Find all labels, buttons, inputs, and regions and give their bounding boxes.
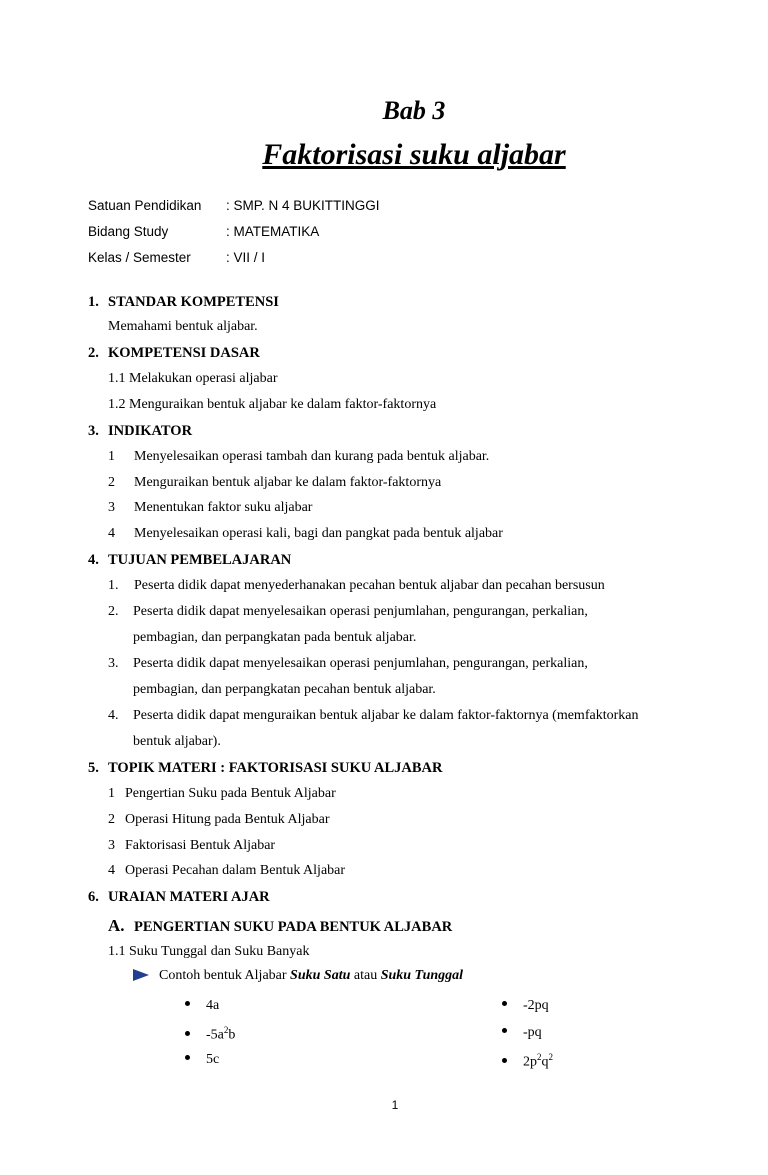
subsection-heading [108, 916, 452, 936]
section-title: TOPIK MATERI : FAKTORISASI SUKU ALJABAR [108, 760, 443, 776]
section-number: 2. [88, 345, 99, 361]
section-title: INDIKATOR [108, 423, 193, 439]
term-item: $-5a^2b$ [185, 1025, 235, 1044]
info-row [88, 224, 319, 239]
term-item: -2pq [502, 998, 549, 1014]
subject-title: Faktorisasi suku aljabar [262, 138, 566, 171]
section-text: Memahami bentuk aljabar. [108, 319, 258, 334]
section-number: 6. [88, 889, 99, 905]
term-item: 5c [185, 1052, 219, 1068]
info-key: Satuan Pendidikan [88, 198, 202, 213]
list-item-continuation: bentuk aljabar). [133, 734, 221, 749]
subsection-letter: A. [108, 916, 125, 935]
section-number: 1. [88, 294, 99, 310]
bullet-icon [185, 1055, 190, 1060]
list-item: 4. Peserta didik dapat menguraikan bentuk aljabar ke dalam faktor-faktornya (memfaktorkan [108, 708, 639, 723]
list-item-continuation: pembagian, dan perpangkatan pada bentuk aljabar. [133, 630, 417, 645]
section-heading-2 [88, 345, 260, 362]
subsection-title: PENGERTIAN SUKU PADA BENTUK ALJABAR [134, 919, 453, 935]
page-number: 1 [391, 1098, 399, 1112]
list-item: 1 Pengertian Suku pada Bentuk Aljabar [108, 786, 336, 801]
example-line: Contoh bentuk Aljabar Suku Satu atau Suku Tunggal [133, 968, 463, 984]
bullet-icon [185, 1001, 190, 1006]
subsection-1-1: 1.1 Suku Tunggal dan Suku Banyak [108, 944, 310, 959]
bullet-icon [502, 1001, 507, 1006]
section-number: 5. [88, 760, 99, 776]
list-item: 3. Peserta didik dapat menyelesaikan operasi penjumlahan, pengurangan, perkalian, [108, 656, 588, 671]
list-item: 3 Faktorisasi Bentuk Aljabar [108, 838, 276, 853]
info-key: Kelas / Semester [88, 250, 191, 265]
section-title: URAIAN MATERI AJAR [108, 889, 270, 905]
list-item: 2 Menguraikan bentuk aljabar ke dalam faktor-faktornya [108, 475, 442, 490]
term-item: -pq [502, 1025, 542, 1041]
list-item: 4 Menyelesaikan operasi kali, bagi dan pangkat pada bentuk aljabar [108, 526, 503, 541]
list-item: 1.1 Melakukan operasi aljabar [108, 371, 278, 386]
section-heading-6 [88, 889, 270, 906]
section-heading-3 [88, 423, 192, 440]
term-item: $2p^2q^2$ [502, 1052, 553, 1071]
section-title: STANDAR KOMPETENSI [108, 294, 279, 310]
info-row [88, 198, 380, 213]
arrow-bullet-icon [133, 969, 149, 981]
list-item: 1.2 Menguraikan bentuk aljabar ke dalam faktor-faktornya [108, 397, 437, 412]
chapter-title: Bab 3 [382, 96, 446, 125]
section-title: TUJUAN PEMBELAJARAN [108, 552, 292, 568]
info-value: : MATEMATIKA [226, 224, 320, 239]
term-item: 4a [185, 998, 219, 1014]
section-number: 3. [88, 423, 99, 439]
list-item: 1. Peserta didik dapat menyederhanakan pecahan bentuk aljabar dan pecahan bersusun [108, 578, 605, 593]
list-item: 2 Operasi Hitung pada Bentuk Aljabar [108, 812, 330, 827]
info-key: Bidang Study [88, 224, 169, 239]
list-item: 2. Peserta didik dapat menyelesaikan operasi penjumlahan, pengurangan, perkalian, [108, 604, 588, 619]
info-row [88, 250, 265, 265]
section-heading-5 [88, 760, 443, 777]
bullet-icon [185, 1031, 190, 1036]
section-heading-4 [88, 552, 291, 569]
info-value: : VII / I [226, 250, 266, 265]
bullet-icon [502, 1058, 507, 1063]
info-value: : SMP. N 4 BUKITTINGGI [226, 198, 380, 213]
section-number: 4. [88, 552, 99, 568]
list-item: 1 Menyelesaikan operasi tambah dan kurang pada bentuk aljabar. [108, 449, 490, 464]
list-item: 3 Menentukan faktor suku aljabar [108, 500, 313, 515]
section-title: KOMPETENSI DASAR [108, 345, 260, 361]
list-item-continuation: pembagian, dan perpangkatan pecahan bentuk aljabar. [133, 682, 436, 697]
list-item: 4 Operasi Pecahan dalam Bentuk Aljabar [108, 863, 346, 878]
section-heading-1 [88, 294, 279, 311]
bullet-icon [502, 1028, 507, 1033]
